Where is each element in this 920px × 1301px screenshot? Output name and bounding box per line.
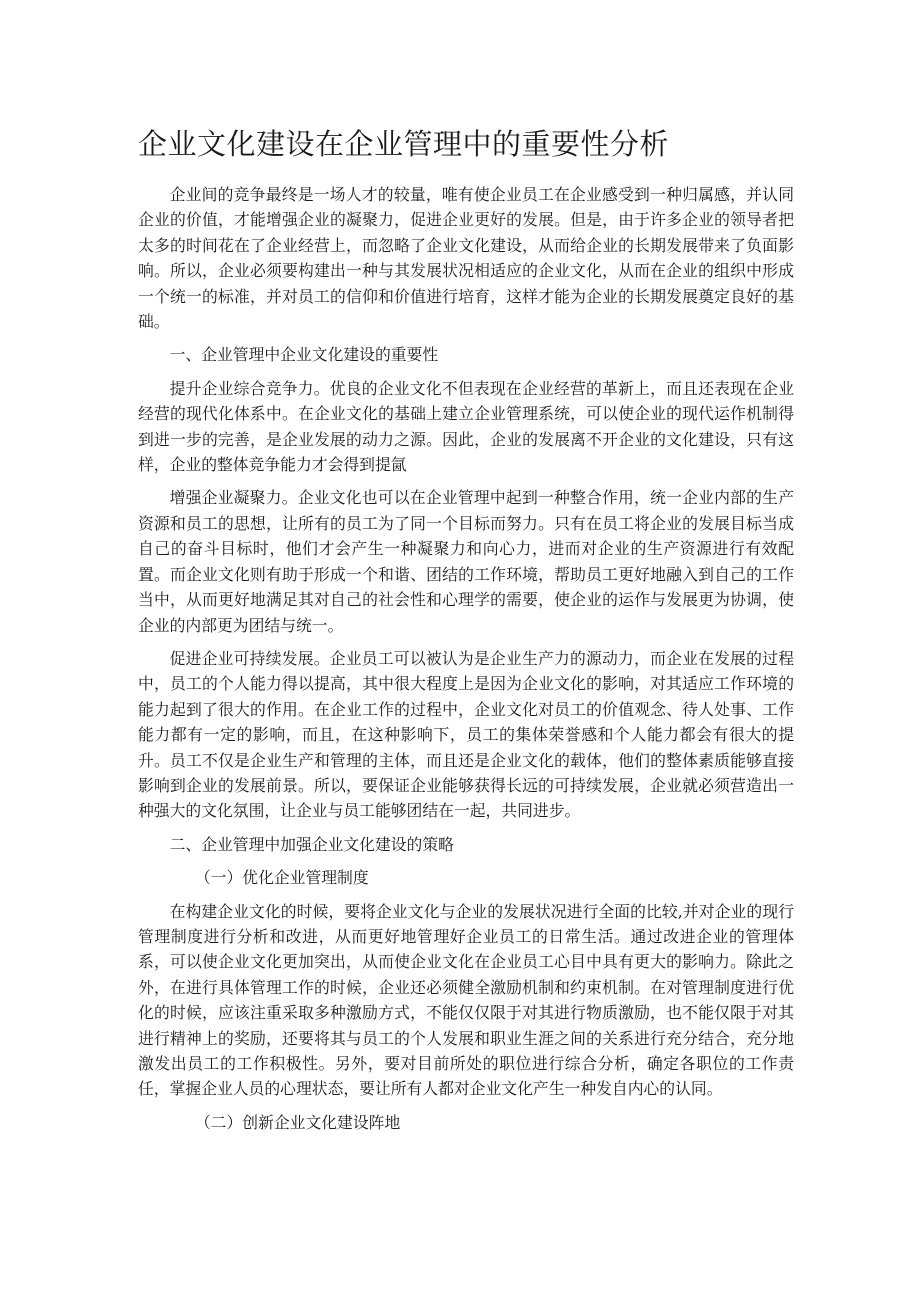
document-title: 企业文化建设在企业管理中的重要性分析 — [138, 127, 670, 161]
section-1-heading: 一、企业管理中企业文化建设的重要性 — [169, 345, 439, 365]
subsection-1-paragraph: 在构建企业文化的时候，要将企业文化与企业的发展状况进行全面的比较,并对企业的现行管理制度进行分析和改进，从而更好地管理好企业员工的日常生活。通过改进企业的管理体系，可以使企业文化更加突出，从而使企业文化在企业员工心目中具有更大的影响力。除此之外，在进行具体管理工作的时候，企业还必须健全激励机制和约束机制。在对管理制度进行优化的时候，应该注重采取多种激励方式，不能仅仅限于对其进行物质激励，也不能仅限于对其进行精神上的奖励，还要将其与员工的个人发展和职业生涯之间的关系进行充分结合，充分地激发出员工的工作积极性。另外，要对目前所处的职位进行综合分析，确定各职位的工作责任，掌握企业人员的心理状态，要让所有人都对企业文化产生一种发自内心的认同。 — [138, 901, 794, 1099]
section-1-paragraph-1: 提升企业综合竞争力。优良的企业文化不但表现在企业经营的革新上，而且还表现在企业经营的现代化体系中。在企业文化的基础上建立企业管理系统，可以使企业的现代运作机制得到进一步的完善，是企业发展的动力之源。因此，企业的发展离不开企业的文化建设，只有这样，企业的整体竞争能力才会得到提氤 — [138, 378, 794, 475]
section-2-heading: 二、企业管理中加强企业文化建设的策略 — [169, 834, 454, 854]
intro-paragraph: 企业间的竞争最终是一场人才的较量，唯有使企业员工在企业感受到一种归属感，并认同企业的价值，才能增强企业的凝聚力，促进企业更好的发展。但是，由于许多企业的领导者把太多的时间花在了企业经营上，而忽略了企业文化建设，从而给企业的长期发展带来了负面影响。所以，企业必须要构建出一种与其发展状况相适应的企业文化，从而在企业的组织中形成一个统一的标准，并对员工的信仰和价值进行培育，这样才能为企业的长期发展奠定良好的基础。 — [138, 185, 794, 332]
subsection-2-heading: （二）创新企业文化建设阵地 — [194, 1112, 401, 1132]
subsection-1-heading: （一）优化企业管理制度 — [194, 868, 369, 888]
section-1-paragraph-2: 增强企业凝聚力。企业文化也可以在企业管理中起到一种整合作用，统一企业内部的生产资源和员工的思想，让所有的员工为了同一个目标而努力。只有在员工将企业的发展目标当成自己的奋斗目标时，他们才会产生一种凝聚力和向心力，进而对企业的生产资源进行有效配置。而企业文化则有助于形成一个和谐、团结的工作环境，帮助员工更好地融入到自己的工作当中，从而更好地满足其对自己的社会性和心理学的需要，使企业的运作与发展更为协调，使企业的内部更为团结与统一。 — [138, 488, 794, 635]
document-page — [138, 118, 794, 1143]
section-1-paragraph-3: 促进企业可持续发展。企业员工可以被认为是企业生产力的源动力，而企业在发展的过程中，员工的个人能力得以提高，其中很大程度上是因为企业文化的影响，对其适应工作环境的能力起到了很大的作用。在企业工作的过程中，企业文化对员工的价值观念、待人处事、工作能力都有一定的影响，而且，在这种影响下，员工的集体荣誉感和个人能力都会有很大的提升。员工不仅是企业生产和管理的主体，而且还是企业文化的载体，他们的整体素质能够直接影响到企业的发展前景。所以，要保证企业能够获得长远的可持续发展，企业就必须营造出一种强大的文化氛围，让企业与员工能够团结在一起，共同进步。 — [138, 648, 794, 821]
